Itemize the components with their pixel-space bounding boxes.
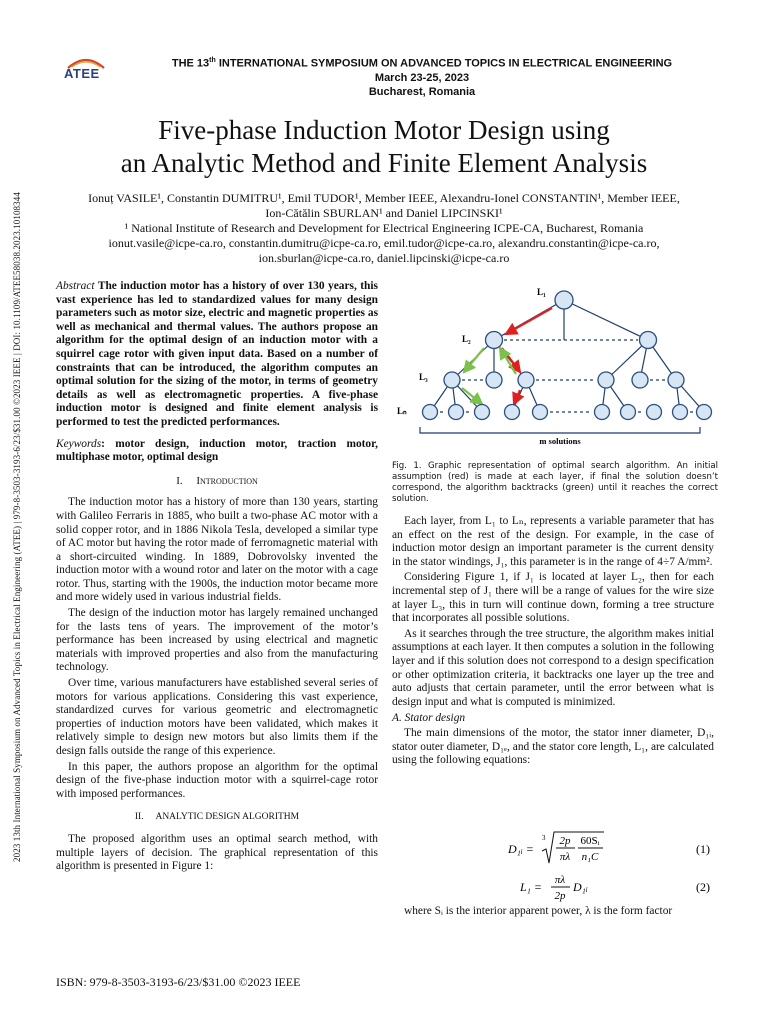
layer-label-l2: L₂ <box>462 334 471 344</box>
emails: ion.sburlan@icpe-ca.ro, daniel.lipcinski@icpe-ca.ro <box>258 251 510 265</box>
assumption-arrow <box>506 308 552 334</box>
paragraph: The proposed algorithm uses an optimal search method, with multiple layers of decision. The graphical representation of this algorithm is presented in Figure 1: <box>56 832 378 873</box>
isbn-footer: ISBN: 979-8-3503-3193-6/23/$31.00 ©2023 IEEE <box>56 975 301 989</box>
intro-paragraphs <box>56 496 378 801</box>
tree-node <box>595 405 610 420</box>
equation-2 <box>520 873 720 903</box>
conference-location: Bucharest, Romania <box>368 85 476 98</box>
paragraph: The main dimensions of the motor, the stator inner diameter, D₁ᵢ, stator outer diameter, D₁ₑ, and the stator core length, L₁, are calculated using the following equations: <box>392 726 714 767</box>
tree-node <box>668 372 684 388</box>
paper-title: Five-phase Induction Motor Design using an Analytic Method and Finite Element Analysis <box>120 115 648 178</box>
layer-label-l3: L₃ <box>419 372 428 382</box>
paragraph: The induction motor has a history of more than 130 years, starting with Galileo Ferraris in 1885, who built a two-phase AC motor with a solid copper rotor, and in 1886 Nikola Tesla, developed a similar type of AC motor but having the rotor made of ferromagnetic material with a short-circuited winding. In 1889, Dobrovolsky invented the induction motor with a wound rotor and later on the motor with a cage rotor. Thus, starting with the 1900s, the induction motor became more and more widely used in various industrial fields. <box>56 496 378 604</box>
svg-text:60Sᵢ: 60Sᵢ <box>580 835 600 847</box>
tree-node <box>505 405 520 420</box>
emails: ionut.vasile@icpe-ca.ro, constantin.dumitru@icpe-ca.ro, emil.tudor@icpe-ca.ro, alexandru.constantin@icpe-ca.ro, <box>108 236 660 250</box>
tree-node <box>533 405 548 420</box>
backtrack-arrow <box>500 348 516 374</box>
paragraph: Over time, various manufacturers have established several series of motors for various applications. Considering this vast experience, standardized curves for various geometric and electromagnetic properties of induction motors have been validated, which makes it relatively simple to design new motors but also limits them if the design falls outside the range of this experience. <box>56 677 378 757</box>
layer-label-ln: Lₙ <box>397 406 407 416</box>
paragraph: Each layer, from L₁ to Lₙ, represents a variable parameter that has an effect on the rest of the design. For example, in the case of induction motor design an important parameter is the current density in the stator windings, J₁, this parameter is in the range of 4÷7 A/mm². <box>392 515 714 568</box>
tree-node <box>518 372 534 388</box>
author-line: Ion-Cătălin SBURLAN¹ and Daniel LIPCINSKI¹ <box>265 206 503 220</box>
svg-text:πλ: πλ <box>559 851 571 863</box>
svg-text:(1): (1) <box>696 842 710 856</box>
paragraph: As it searches through the tree structure, the algorithm makes initial assumptions at each layer. It then computes a solution in the following layer and if this solution does not correspond to a design specification or other optimization criteria, it backtracks one layer up the tree and auto adjusts that certain parameter, until the error between what is design input and what is computed is minimized. <box>392 627 714 708</box>
paragraph: The design of the induction motor has largely remained unchanged for the lasts tens of years. The improvement of the motor’s performance has been increased by using electrical and magnetic materials with improved properties and also from the manufacturing technology. <box>56 607 378 674</box>
search-tree-figure <box>392 282 714 450</box>
doi-sidebar: 2023 13th International Symposium on Advanced Topics in Electrical Engineering (ATEE) | 979-8-3503-3193-6/23/$31.00 ©2023 IEEE | DOI: 10.1109/ATEE58038.2023.10108344 <box>12 192 22 862</box>
left-column <box>56 280 378 876</box>
abstract: Abstract The induction motor has a history of over 130 years, this vast experience has led to standardized values for many design parameters such as motor size, electric and magnetic properties as well as mechanical and thermal values. The authors propose an algorithm for the optimal design of an induction motor with a squirrel cage rotor with given input data. Based on a number of constraints that can be introduced, the algorithm computes an optimal solution for the sizing of the motor, in terms of geometry details as well as electromagnetic properties. A five-phase induction motor is designed and finite element analysis is performed to test the predicted performances. <box>56 280 378 428</box>
tree-node <box>475 405 490 420</box>
tree-node <box>647 405 662 420</box>
svg-text:n₁C: n₁C <box>581 851 599 863</box>
tree-node <box>449 405 464 420</box>
svg-text:(2): (2) <box>696 880 710 894</box>
tree-node <box>555 291 573 309</box>
svg-text:L₁ =: L₁ = <box>520 880 542 894</box>
figure-caption: Fig. 1. Graphic representation of optimal search algorithm. An initial assumption (red) is made at each layer, if final the solution doesn’t correspond, the algorithm backtracks (green) until it reaches the correct solution. <box>392 461 718 504</box>
conference-date: March 23-25, 2023 <box>374 71 470 84</box>
tree-node <box>486 372 502 388</box>
svg-text:D₁ᵢ: D₁ᵢ <box>573 880 588 894</box>
equation-where-text: where Sᵢ is the interior apparent power, λ is the form factor <box>404 905 673 917</box>
solutions-label: m solutions <box>539 436 581 446</box>
tree-node <box>673 405 688 420</box>
section-heading-2: II. ANALYTIC DESIGN ALGORITHM <box>134 812 300 823</box>
svg-text:πλ: πλ <box>554 874 566 886</box>
svg-text:3: 3 <box>542 834 546 842</box>
tree-node <box>632 372 648 388</box>
assumption-arrow <box>502 348 520 372</box>
tree-edge <box>564 300 648 340</box>
svg-text:2p: 2p <box>554 890 566 902</box>
tree-node <box>486 332 503 349</box>
author-line: Ionuț VASILE¹, Constantin DUMITRU¹, Emil TUDOR¹, Member IEEE, Alexandru-Ionel CONSTANTIN¹, Member IEEE, <box>88 191 680 205</box>
right-column <box>392 515 714 770</box>
keywords: Keywords: motor design, induction motor, traction motor, multiphase motor, optimal design <box>56 437 378 464</box>
layer-label-l1: L₁ <box>537 287 546 297</box>
paragraph: In this paper, the authors propose an algorithm for the optimal design of the five-phase induction motor with a squirrel-cage rotor with imposed performances. <box>56 760 378 800</box>
section-heading-1: I. Introduction <box>176 474 258 487</box>
paragraph: Considering Figure 1, if J₁ is located at layer L₂, then for each incremental step of J₁ there will be a range of values for the wire size at layer L₃, this in turn will continue down, forming a tree structure that incorporates all possible solutions. <box>392 571 714 625</box>
equation-1 <box>508 829 718 869</box>
tree-node <box>640 332 657 349</box>
logo-text: ATEE <box>64 66 100 81</box>
tree-node <box>423 405 438 420</box>
backtrack-arrow <box>464 348 484 372</box>
svg-text:2p: 2p <box>559 835 571 847</box>
tree-node <box>598 372 614 388</box>
svg-text:D₁ᵢ =: D₁ᵢ = <box>508 842 534 856</box>
tree-node <box>697 405 712 420</box>
subsection-heading: A. Stator design <box>392 712 466 725</box>
tree-node <box>621 405 636 420</box>
solutions-bracket <box>420 427 700 433</box>
author-block <box>40 191 728 266</box>
affiliation: ¹ National Institute of Research and Development for Electrical Engineering ICPE-CA, Bucharest, Romania <box>124 221 644 235</box>
conference-header: THE 13th INTERNATIONAL SYMPOSIUM ON ADVANCED TOPICS IN ELECTRICAL ENGINEERING March 23-25, 2023 Bucharest, Romania <box>152 54 692 99</box>
tree-node <box>444 372 460 388</box>
